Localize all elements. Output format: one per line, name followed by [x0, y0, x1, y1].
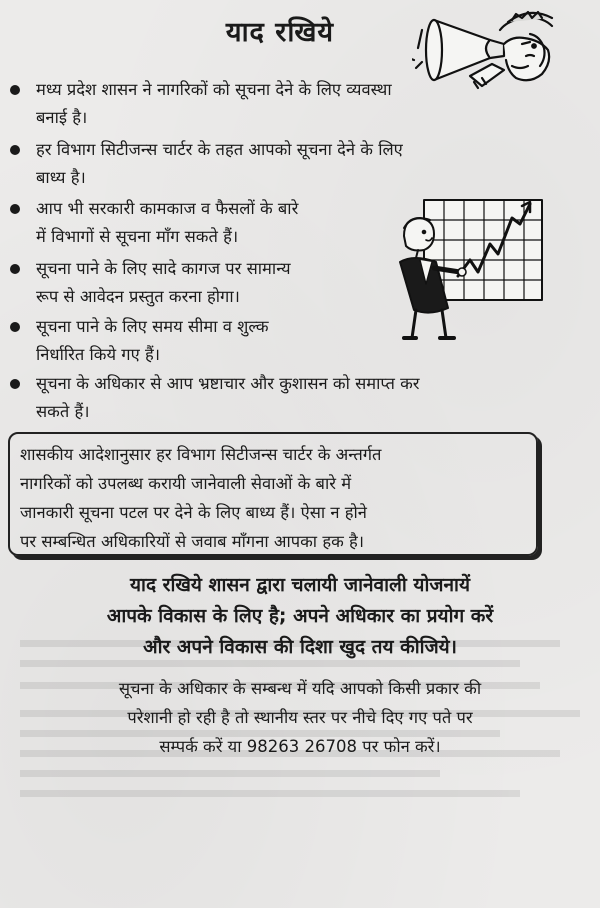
bullet-dot-icon — [10, 322, 20, 332]
bullet-line: में विभागों से सूचना माँग सकते हैं। — [36, 227, 239, 246]
notice-line: नागरिकों को उपलब्ध करायी जानेवाली सेवाओं के बारे में — [20, 474, 352, 493]
bullet-line: निर्धारित किये गए हैं। — [36, 345, 160, 364]
notice-line: शासकीय आदेशानुसार हर विभाग सिटीजन्स चार्टर के अन्तर्गत — [20, 445, 382, 464]
notice-line: पर सम्बन्धित अधिकारियों से जवाब माँगना आपका हक है। — [20, 532, 365, 551]
bullet-line: रूप से आवेदन प्रस्तुत करना होगा। — [36, 287, 240, 306]
bullet-dot-icon — [10, 145, 20, 155]
bullet-dot-icon — [10, 204, 20, 214]
bullet-line: आप भी सरकारी कामकाज व फैसलों के बारे — [36, 199, 299, 218]
bullet-line: मध्य प्रदेश शासन ने नागरिकों को सूचना देने के लिए व्यवस्था — [36, 80, 392, 99]
bullet-dot-icon — [10, 264, 20, 274]
contact-section — [0, 674, 600, 761]
bullet-line: बाध्य है। — [36, 168, 86, 187]
page-title: याद रखिये — [225, 17, 335, 48]
remember-line: और अपने विकास की दिशा खुद तय कीजिये। — [143, 636, 457, 658]
bullet-dot-icon — [10, 379, 20, 389]
contact-line: सूचना के अधिकार के सम्बन्ध में यदि आपको किसी प्रकार की — [118, 679, 482, 698]
contact-line: सम्पर्क करें या 98263 26708 पर फोन करें। — [159, 737, 441, 756]
bullet-dot-icon — [10, 85, 20, 95]
notice-box — [8, 432, 538, 556]
bullet-line: बनाई है। — [36, 108, 88, 127]
bullet-line: सूचना पाने के लिए सादे कागज पर सामान्य — [36, 259, 291, 278]
remember-line: आपके विकास के लिए है; अपने अधिकार का प्रयोग करें — [106, 605, 494, 627]
remember-line: याद रखिये शासन द्वारा चलायी जानेवाली योजनायें — [130, 574, 470, 596]
bullet-line: सूचना के अधिकार से आप भ्रष्टाचार और कुशासन को समाप्त कर — [36, 374, 420, 393]
contact-line: परेशानी हो रही है तो स्थानीय स्तर पर नीचे दिए गए पते पर — [127, 708, 473, 727]
remember-section — [0, 570, 600, 663]
bullet-line: सकते हैं। — [36, 402, 90, 421]
growth-chart-cartoon-icon — [390, 188, 550, 348]
bullet-line: हर विभाग सिटीजन्स चार्टर के तहत आपको सूचना देने के लिए — [36, 140, 403, 159]
notice-line: जानकारी सूचना पटल पर देने के लिए बाध्य हैं। ऐसा न होने — [20, 503, 367, 522]
bullet-line: सूचना पाने के लिए समय सीमा व शुल्क — [36, 317, 269, 336]
